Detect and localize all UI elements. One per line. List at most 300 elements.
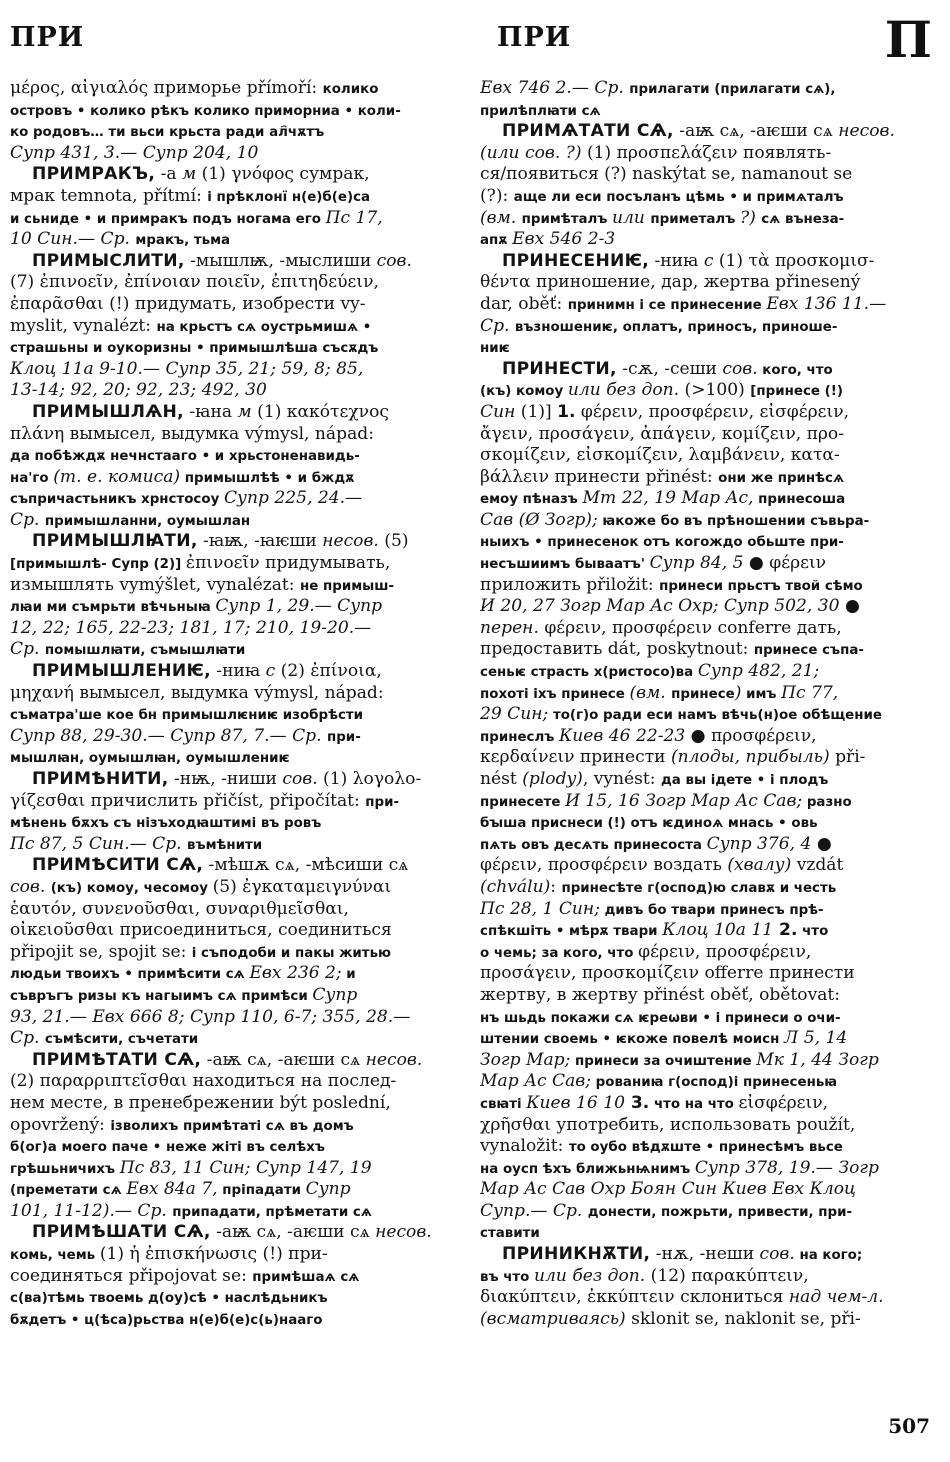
slavonic-citation: спѣкшіть • мѣрѫ твари (480, 924, 663, 940)
text-line (480, 380, 930, 402)
running-head-left: ПРИ (10, 22, 85, 53)
text-run: připojit se, spojit se: (10, 941, 192, 962)
source-reference: Супр (305, 1179, 351, 1200)
source-reference: ?) (739, 207, 762, 228)
text-line (480, 1093, 930, 1115)
source-reference: Мк 1, 44 Зогр (756, 1049, 879, 1070)
slavonic-citation: сѧ вънеза- (761, 211, 845, 227)
text-run: θέντα приношение, дар, жертва přinesený (480, 272, 861, 293)
text-line (480, 791, 930, 813)
text-run: , vynést: (582, 769, 661, 789)
text-line (10, 402, 456, 424)
text-line (480, 812, 930, 834)
text-run: (1)] (515, 401, 558, 422)
slavonic-citation: принеси за очиштение (570, 1053, 757, 1069)
slavonic-citation: мѣнень бѫхъ съ нізъходꙗштимі въ ровъ (10, 816, 322, 832)
slavonic-citation: припадати, прѣметати сѧ (172, 1204, 372, 1220)
slavonic-citation: донести, пожрьти, привести, при- (587, 1204, 853, 1220)
slavonic-citation: они же принѣсѧ (718, 470, 845, 486)
text-run: opovržený: (10, 1114, 111, 1135)
text-run: sklonit se, naklonit se, při- (625, 1308, 861, 1329)
text-line (480, 1287, 930, 1309)
source-reference: (plody) (522, 769, 583, 789)
source-reference: несов. (365, 1049, 423, 1070)
source-reference: Мт 22, 19 Мар Ас, (582, 488, 754, 509)
text-line (10, 683, 456, 705)
text-line (480, 596, 930, 618)
source-reference: Мар Ас Сав Охр Боян Син Киев Евх Клоц (480, 1179, 856, 1200)
source-reference: Супр 84, 5 (649, 553, 744, 574)
text-run: κερδαίνειν принести (480, 747, 671, 768)
source-reference: (вм. (480, 207, 522, 228)
slavonic-citation: при- (365, 794, 400, 810)
source-reference: Супр 376, 4 (706, 833, 812, 854)
slavonic-citation: приметалъ (650, 211, 740, 227)
text-line (10, 337, 456, 359)
slavonic-citation: и (341, 967, 356, 983)
text-line (10, 164, 456, 186)
slavonic-citation: (къ) комоу (480, 384, 568, 400)
text-line (10, 1050, 456, 1072)
text-line (480, 208, 930, 230)
slavonic-citation: ко родовъ… ти вьси крьста ради ал҄чѫтъ (10, 125, 325, 141)
slavonic-citation: примѣшаѧ сѧ (252, 1269, 360, 1285)
text-line (480, 1158, 930, 1180)
text-line (10, 618, 456, 640)
slavonic-citation: примышланни, оумышлан (44, 513, 251, 529)
slavonic-citation: разно (802, 794, 852, 810)
text-run: : (550, 876, 562, 897)
text-run: ἄγειν, προσάγειν, ἀπάγειν, κομίζειν, προ- (480, 423, 844, 444)
text-run: προσάγειν, προσκομίζειν offerre принести (480, 963, 855, 984)
text-line (480, 855, 930, 877)
text-run: ● φέρειν (743, 553, 827, 574)
text-run: (2) ἐπίνοια, (275, 661, 382, 682)
text-line (10, 186, 456, 208)
source-reference: несов. (322, 531, 379, 552)
source-reference: сов. (282, 769, 318, 789)
slavonic-citation: і прѣклонї н(е)б(е)са (207, 189, 371, 205)
text-run: nést (480, 769, 523, 789)
left-column (10, 78, 456, 1330)
source-reference: ) (734, 682, 742, 703)
slavonic-citation: принесоша (753, 492, 846, 508)
text-run: vynaložit: (480, 1136, 569, 1157)
text-line (10, 1222, 456, 1244)
source-reference: м (237, 401, 252, 422)
slavonic-citation: въмѣнити (187, 837, 263, 853)
text-line (10, 1244, 456, 1266)
text-line (10, 899, 456, 921)
text-run: ся/появиться (?) naskýtat se, namanout se (480, 164, 853, 185)
source-reference: Пс 87, 5 Син.— Ср. (10, 833, 188, 854)
source-reference: перен. (480, 617, 539, 638)
text-line (480, 272, 930, 294)
source-reference: Супр 88, 29-30.— Супр 87, 7.— Ср. (10, 725, 327, 746)
text-run: (5) ἐγκαταμειγνύναι (212, 876, 392, 897)
source-reference: Син (480, 401, 516, 422)
text-line (10, 1309, 456, 1331)
slavonic-citation: дивъ бо твари принесъ прѣ- (599, 902, 824, 918)
text-line (10, 596, 456, 618)
slavonic-citation: людьи твоихъ • примѣсити сѧ (10, 967, 250, 983)
text-line (10, 747, 456, 769)
source-reference: сов. (722, 358, 758, 379)
text-line (480, 121, 930, 143)
source-reference: Евх 236 2; (249, 963, 342, 984)
text-run: -ниꙗ (210, 661, 266, 682)
text-line (10, 1093, 456, 1115)
text-line (480, 1309, 930, 1331)
text-line (10, 769, 456, 791)
source-reference: Зогр Мар; (480, 1049, 571, 1070)
text-line (10, 920, 456, 942)
text-run: (1) ἡ ἐπισκήνωσις (!) при- (99, 1244, 328, 1265)
text-line (10, 877, 456, 899)
slavonic-citation: с(ва)тѣмь твоемь д(оу)сѣ • наслѣдьникъ (10, 1291, 328, 1307)
text-run: -а (155, 164, 182, 185)
text-line (10, 575, 456, 597)
text-line (10, 100, 456, 122)
text-run: -аѭ сѧ, -аѥши сѧ (673, 121, 839, 142)
slavonic-citation: нъ шьдь покажи сѧ ѥреѡви • і принеси о очи- (480, 1010, 841, 1026)
text-run: (1) προσπελάζειν появлять- (581, 142, 832, 163)
text-line (480, 639, 930, 661)
text-line (480, 78, 930, 100)
text-line (480, 294, 930, 316)
source-reference: над чем-л. (788, 1287, 884, 1308)
source-reference: И 20, 27 Зогр Мар Ас Охр; Супр 502, 30 (480, 596, 840, 617)
text-line (480, 251, 930, 273)
text-line (10, 488, 456, 510)
text-line (10, 553, 456, 575)
source-reference: 93, 21.— Евх 666 8; Супр 110, 6-7; 355, 28.— (10, 1006, 411, 1027)
source-reference: сов. (759, 1244, 795, 1265)
text-line (10, 229, 456, 251)
text-line (10, 834, 456, 856)
text-line (10, 985, 456, 1007)
source-reference: Супр 378, 19.— Зогр (694, 1157, 879, 1178)
entry-headword: ПРИНЕСЕНИѤ, (502, 250, 650, 271)
text-line (480, 683, 930, 705)
text-line (10, 531, 456, 553)
entry-headword: ПРИНЕСТИ, (502, 358, 617, 379)
text-line (10, 294, 456, 316)
sense-number: 1. (557, 401, 576, 422)
source-reference: Супр 225, 24.— (223, 488, 363, 509)
source-reference: Мар Ас Сав; (480, 1071, 592, 1092)
text-line (10, 1028, 456, 1050)
text-run: нем месте, в пренебрежении být poslední, (10, 1092, 391, 1113)
slavonic-citation: на оусп ѣхъ ближьнѩнимъ (480, 1161, 695, 1177)
source-reference: несов. (375, 1222, 432, 1243)
slavonic-citation: страшьны и оукоризны • примышлѣша съсѫдъ (10, 341, 379, 357)
text-line (480, 1201, 930, 1223)
text-line (10, 424, 456, 446)
text-line (480, 359, 930, 381)
slavonic-citation: имъ (741, 686, 782, 702)
slavonic-citation: пѧть овъ десѧть принесоста (480, 837, 707, 853)
slavonic-citation: і съподоби и пакы житью (191, 945, 392, 961)
slavonic-citation: [примышлѣ- Супр (2)] (10, 557, 186, 573)
text-line (10, 812, 456, 834)
slavonic-citation: то оубо вѣдѫште • принесѣмъ вьсе (568, 1140, 843, 1156)
text-line (10, 359, 456, 381)
text-line (480, 445, 930, 467)
slavonic-citation: съпричастьникъ хрнстосоу (10, 492, 224, 508)
entry-headword: ПРИМЫСЛИТИ, (32, 250, 185, 271)
text-line (480, 1136, 930, 1158)
text-run: ἐπινοεῖν придумывать, (185, 553, 391, 574)
slavonic-citation: что на что (649, 1096, 739, 1112)
text-run: (?): (480, 185, 514, 206)
text-line (480, 726, 930, 748)
section-letter: П (884, 10, 932, 69)
source-reference: или без доп. (534, 1265, 646, 1286)
text-run: -нѭ, -ниши (168, 769, 283, 789)
text-run: -нѫ, -неши (650, 1244, 760, 1265)
text-line (480, 1244, 930, 1266)
slavonic-citation: на'го (10, 470, 54, 486)
text-line (10, 639, 456, 661)
text-run: ἑαυτόν, συνενοῦσθαι, συναριθμεῖσθαι, (10, 898, 349, 919)
text-line (10, 143, 456, 165)
text-run: γίζεσθαι причислить přičíst, připočítat: (10, 790, 366, 811)
slavonic-citation: свꙗті (480, 1096, 527, 1112)
slavonic-citation: принесе (671, 686, 735, 702)
text-line (10, 1136, 456, 1158)
sense-number: 2. (773, 920, 798, 941)
text-run: ● (811, 833, 832, 854)
slavonic-citation: бꙑша приснеси (!) отъ ѥдиноѧ мнась • овь (480, 816, 818, 832)
slavonic-citation: възношениѥ, оплатъ, приносъ, приноше- (514, 319, 838, 335)
text-run: измышлять vymýšlet, vynalézat: (10, 574, 300, 595)
text-line (480, 143, 930, 165)
slavonic-citation: комь, чемь (10, 1248, 100, 1264)
slavonic-citation: съвръгъ ризы къ нагыимъ сѧ примѣси (10, 988, 313, 1004)
slavonic-citation: принесѣте г(оспод)ю славѫ и честь (561, 880, 837, 896)
text-run: ἐπαρᾶσθαι (!) придумать, изобрести vy- (10, 293, 366, 314)
text-run: (1) κακότεχνος (251, 401, 389, 422)
text-run: соединяться připojovat se: (10, 1265, 253, 1286)
text-line (480, 618, 930, 640)
slavonic-citation: несъшиимъ бываатъ' (480, 557, 650, 573)
slavonic-citation: рованиꙗ г(оспод)і принесеньꙗ (591, 1075, 838, 1091)
source-reference: с (265, 661, 276, 682)
entry-headword: ПРИМѢШАТИ СѦ, (32, 1222, 211, 1243)
text-line (480, 316, 930, 338)
slavonic-citation: лꙗи ми съмрьти вѣчьныꙗ (10, 600, 216, 616)
slavonic-citation: мышлꙗн, оумышлꙗн, оумышлениѥ (10, 751, 290, 767)
text-run: dar, oběť: (480, 293, 568, 314)
text-line (10, 467, 456, 489)
text-line (10, 661, 456, 683)
text-run: μηχανή вымысел, выдумка výmysl, nápad: (10, 682, 384, 703)
slavonic-citation: не примыш- (299, 578, 395, 594)
source-reference: Супр.— Ср. (480, 1200, 588, 1221)
text-line (480, 1028, 930, 1050)
text-line (480, 229, 930, 251)
text-line (480, 1050, 930, 1072)
source-reference: или без доп. (567, 380, 680, 401)
text-line (480, 100, 930, 122)
text-line (480, 963, 930, 985)
text-line (480, 920, 930, 942)
source-reference: 10 Син.— Ср. (10, 229, 136, 250)
text-run: βάλλειν принести přinést: (480, 466, 719, 487)
source-reference: м (181, 164, 197, 185)
text-run: -сѫ, -сеши (616, 358, 723, 379)
text-run: μέρος, αἰγιαλός приморье přímoří: (10, 78, 323, 98)
text-line (480, 985, 930, 1007)
slavonic-citation: примышлѣѣ • и бждѫ (180, 470, 355, 486)
slavonic-citation: на кого; (794, 1248, 863, 1264)
source-reference: Пс 77, (781, 682, 839, 703)
source-reference: (всматриваясь) (480, 1308, 626, 1329)
text-line (480, 834, 930, 856)
text-line (480, 186, 930, 208)
text-run: διακύπτειν, ἐκκύπτειν склониться (480, 1287, 789, 1308)
slavonic-citation: пріпадати (217, 1183, 306, 1199)
text-run: -мышлѭ, -мыслиши (184, 250, 377, 271)
slavonic-citation: что (797, 924, 829, 940)
text-run: ● (839, 596, 860, 617)
source-reference: (или сов. ?) (480, 142, 582, 163)
source-reference: Супр (312, 984, 358, 1005)
source-reference: Киев 46 22-23 (559, 725, 686, 746)
source-reference: Клоц 10а 11 (662, 920, 774, 941)
text-run: χρῆσθαι употребить, использовать použít, (480, 1114, 856, 1135)
text-run: σκομίζειν, εἰσκομίζειν, λαμβάνειν, κατα- (480, 445, 840, 466)
source-reference: Киев 16 10 (526, 1092, 625, 1113)
slavonic-citation: принесе съпа- (753, 643, 864, 659)
right-column (480, 78, 930, 1330)
text-line (10, 316, 456, 338)
text-run: φέρειν, προσφέρειν, (638, 941, 812, 962)
slavonic-citation: и сьниде • и примракъ подъ ногама его (10, 211, 326, 227)
slavonic-citation: принеслъ (480, 729, 560, 745)
text-run: φέρειν, προσφέρειν conferre дать, (538, 617, 842, 638)
text-line (10, 1179, 456, 1201)
text-line (10, 380, 456, 402)
slavonic-citation: прилѣплꙗти сѧ (480, 103, 601, 119)
text-line (10, 1158, 456, 1180)
text-line (10, 855, 456, 877)
entry-headword: ПРИМѦТАТИ СѦ, (502, 121, 674, 142)
text-line (480, 531, 930, 553)
source-reference: Евх 746 2.— Ср. (480, 78, 630, 98)
text-run: (2) παραρριπτεῖσθαι находиться на послед- (10, 1071, 397, 1092)
text-run: (12) παρακύπτειν, (645, 1265, 809, 1286)
sense-number: 3. (624, 1092, 650, 1113)
text-run: εἰσφέρειν, (738, 1092, 829, 1113)
source-reference: или (612, 207, 651, 228)
slavonic-citation: прилагати (прилагати сѧ), (629, 82, 836, 97)
slavonic-citation: принеси прьстъ твой сѣмо (659, 578, 863, 594)
source-reference: Ср. (10, 1028, 45, 1049)
text-line (480, 1007, 930, 1029)
slavonic-citation: о чемь; за кого, что (480, 945, 639, 961)
slavonic-citation: да побѣждѫ нечнстааго • и хрьстоненавидь- (10, 449, 360, 465)
text-run: -мѣшѫ сѧ, -мѣсиши сѧ (203, 855, 409, 876)
text-run: φέρειν, προσφέρειν, εἰσφέρειν, (575, 401, 850, 422)
text-run: (5) (378, 531, 409, 552)
entry-headword: ПРИМѢТАТИ СѦ, (32, 1049, 202, 1070)
slavonic-citation: штении своемь • ѥкоже повелѣ моисн (480, 1032, 785, 1048)
slavonic-citation: ныихъ • принесенок отъ когождо обьште при- (480, 535, 844, 551)
text-run: (7) ἐπινοεῖν, ἐπίνοιαν ποιεῖν, ἐπιτηδεύειν, (10, 272, 379, 293)
text-run: мрак temnota, přítmí: (10, 185, 208, 206)
text-line (480, 488, 930, 510)
text-run: φέρειν, προσφέρειν воздать (480, 855, 728, 876)
source-reference: Ср. (10, 639, 45, 660)
text-run: (1) γνόφος сумрак, (196, 164, 370, 185)
source-reference: Пс 83, 11 Син; Супр 147, 19 (119, 1157, 372, 1178)
text-line (480, 877, 930, 899)
text-run: жертву, в жертву přinést oběť, obětovat: (480, 984, 841, 1005)
source-reference: сов. (10, 876, 51, 897)
text-line (10, 1287, 456, 1309)
slavonic-citation: сеньѥ страсть х(ристосо)ва (480, 665, 698, 681)
slavonic-citation: апѫ (480, 233, 513, 249)
source-reference: (хвалу) (727, 855, 792, 876)
source-reference: Евх 136 11.— (766, 293, 887, 314)
slavonic-citation: ниѥ (480, 341, 510, 357)
source-reference: Ср. (480, 315, 515, 336)
text-line (480, 1179, 930, 1201)
slavonic-citation: при- (326, 729, 361, 745)
text-line (10, 963, 456, 985)
text-line (10, 1071, 456, 1093)
text-line (480, 704, 930, 726)
entry-headword: ПРИНИКНѪТИ, (502, 1244, 651, 1265)
source-reference: сов. (376, 250, 412, 271)
slavonic-citation: аще ли еси посъланъ цѣмь • и примѧталъ (513, 189, 844, 205)
entry-headword: ПРИМЫШЛꙖТИ, (32, 531, 198, 552)
text-line (480, 1266, 930, 1288)
entry-headword: ПРИМѢСИТИ СѦ, (32, 855, 204, 876)
text-line (10, 942, 456, 964)
source-reference: Пс 28, 1 Син; (480, 898, 600, 919)
source-reference: Л 5, 14 (784, 1028, 848, 1049)
entry-headword: ПРИМРАКЪ, (32, 164, 156, 185)
text-line (480, 1115, 930, 1137)
text-run: -ниꙗ (649, 250, 704, 271)
slavonic-citation: ꙗкоже бо въ прѣношении съвьра- (597, 513, 870, 529)
entry-headword: ПРИМЫШЛЕНИѤ, (32, 661, 211, 682)
text-run: -аѭ сѧ, -аѥши сѧ (210, 1222, 376, 1243)
entry-headword: ПРИМЫШЛѦН, (32, 401, 184, 422)
text-line (480, 575, 930, 597)
source-reference: 12, 22; 165, 22-23; 181, 17; 210, 19-20.— (10, 617, 372, 638)
text-line (480, 337, 930, 359)
text-line (10, 791, 456, 813)
text-line (480, 1071, 930, 1093)
text-line (480, 899, 930, 921)
slavonic-citation: съмѣсити, съчетати (44, 1032, 199, 1048)
source-reference: (chválu) (480, 876, 551, 897)
slavonic-citation: въ что (480, 1269, 535, 1285)
source-reference: (т. е. комиса) (53, 466, 181, 487)
text-line (480, 769, 930, 791)
slavonic-citation: б(ог)а моего паче • неже жіті въ селѣхъ (10, 1140, 325, 1156)
source-reference: 101, 11-12).— Ср. (10, 1200, 173, 1221)
text-line (10, 445, 456, 467)
source-reference: несов. (838, 121, 895, 142)
text-run: -аѭ сѧ, -аѥши сѧ (201, 1049, 366, 1070)
slavonic-citation: [принесе (!) (750, 384, 843, 400)
text-run: (1) λογολο- (317, 769, 422, 789)
